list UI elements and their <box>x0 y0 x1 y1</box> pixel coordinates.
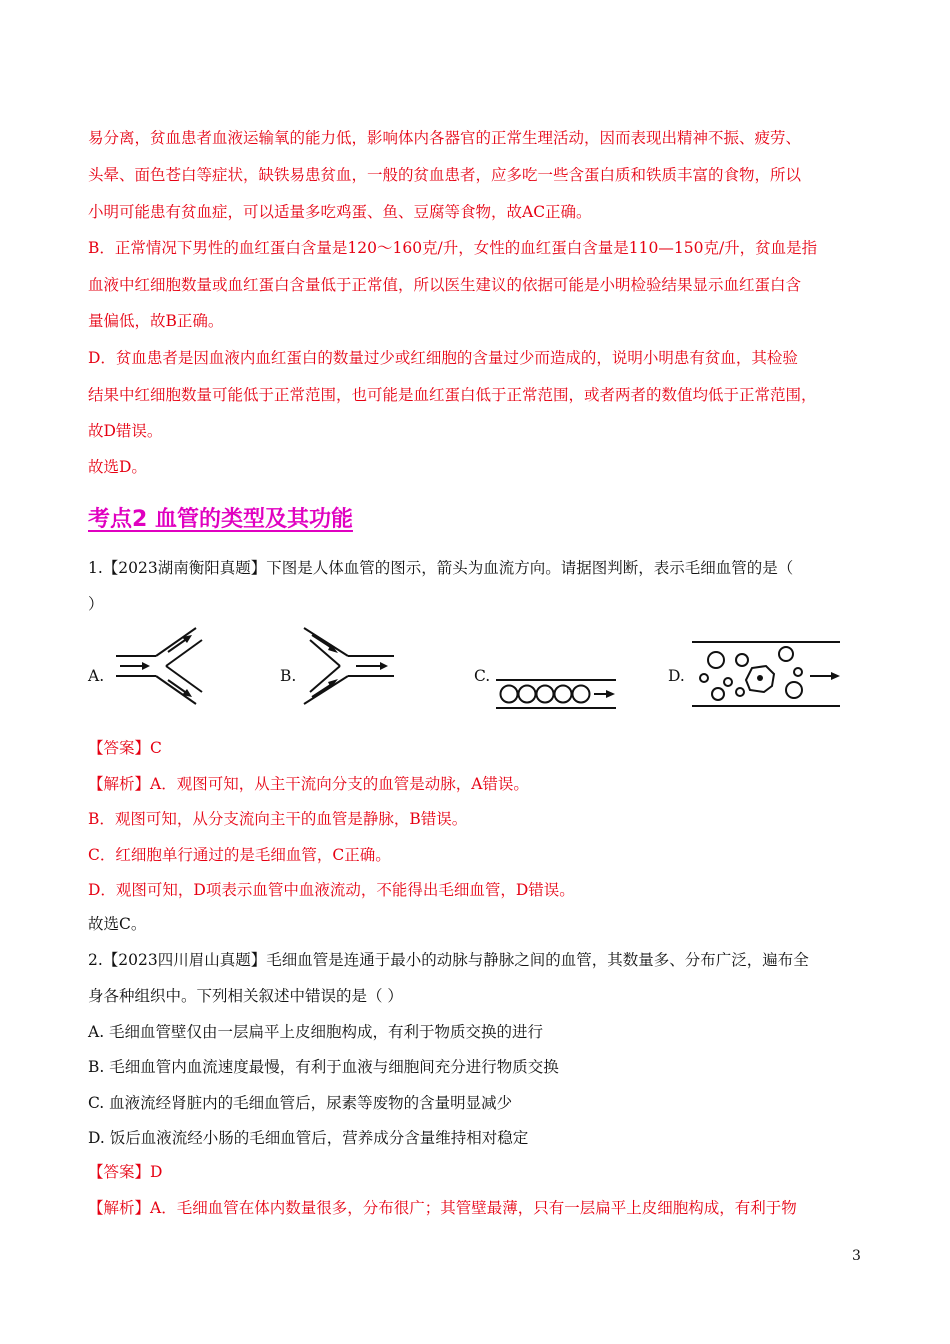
analysis-line: 量偏低，故B正确。 <box>88 312 224 330</box>
answer-line: 【答案】C <box>88 739 162 757</box>
choose-line: 故选C。 <box>88 915 147 933</box>
question-stem: 身各种组织中。下列相关叙述中错误的是（ ） <box>88 987 403 1005</box>
choose-line: 故选D。 <box>88 458 147 476</box>
page-number: 3 <box>852 1248 861 1264</box>
option-b: B. 毛细血管内血流速度最慢，有利于血液与细胞间充分进行物质交换 <box>88 1058 559 1076</box>
artery-diagram <box>112 626 212 706</box>
option-c: C. 血液流经肾脏内的毛细血管后，尿素等废物的含量明显减少 <box>88 1094 513 1112</box>
analysis-line: 头晕、面色苍白等症状，缺铁易患贫血，一般的贫血患者，应多吃一些含蛋白质和铁质丰富的食物，所以 <box>88 166 802 184</box>
answer-line: 【答案】D <box>88 1163 163 1181</box>
analysis-line: 【解析】A．毛细血管在体内数量很多，分布很广；其管壁最薄，只有一层扁平上皮细胞构成，有利于物 <box>88 1199 797 1217</box>
option-label-d: D. <box>668 667 685 685</box>
option-d: D. 饭后血液流经小肠的毛细血管后，营养成分含量维持相对稳定 <box>88 1129 529 1147</box>
option-label-a: A. <box>88 667 105 685</box>
option-label-b: B. <box>280 667 297 685</box>
blood-vessel-diagram <box>690 636 842 712</box>
capillary-diagram <box>494 670 618 714</box>
analysis-line: 易分离，贫血患者血液运输氧的能力低，影响体内各器官的正常生理活动，因而表现出精神不振、疲劳、 <box>88 129 802 147</box>
analysis-line: D．贫血患者是因血液内血红蛋白的数量过少或红细胞的含量过少而造成的，说明小明患有贫血，其检验 <box>88 349 798 367</box>
option-a: A. 毛细血管壁仅由一层扁平上皮细胞构成，有利于物质交换的进行 <box>88 1023 544 1041</box>
analysis-line: 结果中红细胞数量可能低于正常范围，也可能是血红蛋白低于正常范围，或者两者的数值均低于正常范围， <box>88 386 817 404</box>
question-stem: ） <box>88 595 104 613</box>
analysis-line: B．正常情况下男性的血红蛋白含量是120～160克/升，女性的血红蛋白含量是110—150克/升，贫血是指 <box>88 239 818 257</box>
analysis-line: 血液中红细胞数量或血红蛋白含量低于正常值，所以医生建议的依据可能是小明检验结果显示血红蛋白含 <box>88 276 802 294</box>
section-heading: 考点2 血管的类型及其功能 <box>88 507 353 532</box>
vein-diagram <box>300 626 400 706</box>
question-stem: 1.【2023湖南衡阳真题】下图是人体血管的图示，箭头为血流方向。请据图判断，表示毛细血管的是（ <box>88 559 794 577</box>
analysis-line: B．观图可知，从分支流向主干的血管是静脉，B错误。 <box>88 810 468 828</box>
option-label-c: C. <box>474 667 491 685</box>
analysis-line: 故D错误。 <box>88 422 163 440</box>
analysis-line: 【解析】A．观图可知，从主干流向分支的血管是动脉，A错误。 <box>88 775 529 793</box>
analysis-line: C．红细胞单行通过的是毛细血管，C正确。 <box>88 846 391 864</box>
analysis-line: 小明可能患有贫血症，可以适量多吃鸡蛋、鱼、豆腐等食物，故AC正确。 <box>88 203 592 221</box>
question-stem: 2.【2023四川眉山真题】毛细血管是连通于最小的动脉与静脉之间的血管，其数量多、分布广泛，遍布全 <box>88 951 809 969</box>
analysis-line: D．观图可知，D项表示血管中血液流动，不能得出毛细血管，D错误。 <box>88 881 575 899</box>
